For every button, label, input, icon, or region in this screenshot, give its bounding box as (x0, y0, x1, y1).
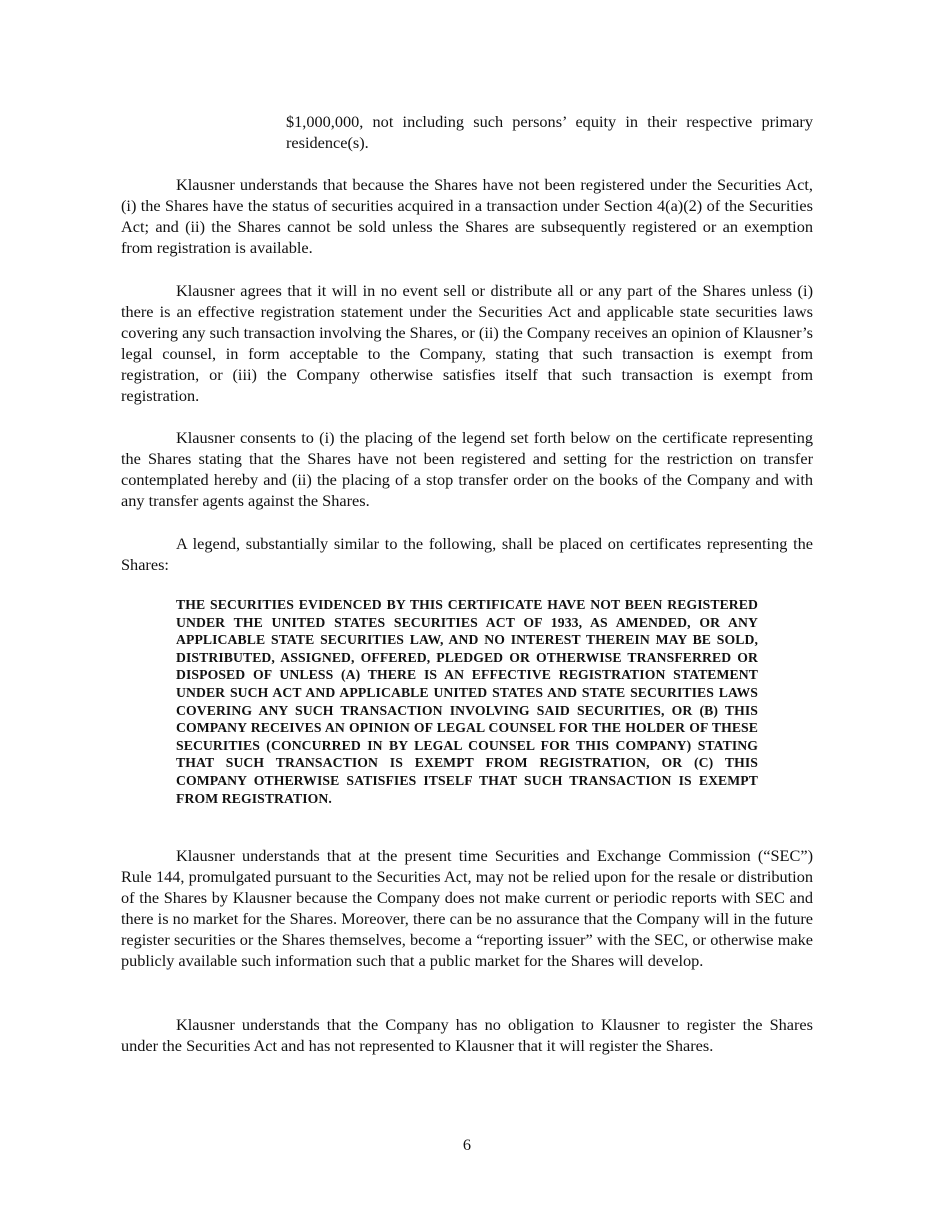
paragraph-legend-consent: Klausner consents to (i) the placing of the legend set forth below on the certificate representing the Shares stating that the Shares have not been registered and setting for the restriction on transfer contemplated hereby and (ii) the placing of a stop transfer order on the books of the Company and with any transfer agents against the Shares. (121, 428, 813, 511)
continuation-paragraph: $1,000,000, not including such persons’ equity in their respective primary residence(s). (286, 112, 813, 153)
paragraph-rule-144: Klausner understands that at the present time Securities and Exchange Commission (“SEC”) Rule 144, promulgated pursuant to the Securities Act, may not be relied upon for the resale or distribution of the Shares by Klausner because the Company does not make current or periodic reports with SEC and there is no market for the Shares. Moreover, there can be no assurance that the Company will in the future register securities or the Shares themselves, become a “reporting issuer” with the SEC, or otherwise make publicly available such information such that a public market for the Shares will develop. (121, 846, 813, 971)
paragraph-no-obligation: Klausner understands that the Company has no obligation to Klausner to register the Shares under the Securities Act and has not represented to Klausner that it will register the Shares. (121, 1015, 813, 1056)
page-number: 6 (462, 1135, 472, 1154)
paragraph-registration-status: Klausner understands that because the Shares have not been registered under the Securities Act, (i) the Shares have the status of securities acquired in a transaction under Section 4(a)(2) of the Securities Act; and (ii) the Shares cannot be sold unless the Shares are subsequently registered or an exemption from registration is available. (121, 175, 813, 258)
paragraph-sale-restriction: Klausner agrees that it will in no event sell or distribute all or any part of the Shares unless (i) there is an effective registration statement under the Securities Act and applicable state securities laws covering any such transaction involving the Shares, or (ii) the Company receives an opinion of Klausner’s legal counsel, in form acceptable to the Company, stating that such transaction is exempt from registration, or (iii) the Company otherwise satisfies itself that such transaction is exempt from registration. (121, 281, 813, 406)
paragraph-legend-intro: A legend, substantially similar to the following, shall be placed on certificates representing the Shares: (121, 534, 813, 575)
securities-legend: THE SECURITIES EVIDENCED BY THIS CERTIFICATE HAVE NOT BEEN REGISTERED UNDER THE UNITED STATES SECURITIES ACT OF 1933, AS AMENDED, OR ANY APPLICABLE STATE SECURITIES LAW, AND NO INTEREST THEREIN MAY BE SOLD, DISTRIBUTED, ASSIGNED, OFFERED, PLEDGED OR OTHERWISE TRANSFERRED OR DISPOSED OF UNLESS (A) THERE IS AN EFFECTIVE REGISTRATION STATEMENT UNDER SUCH ACT AND APPLICABLE UNITED STATES AND STATE SECURITIES LAWS COVERING ANY SUCH TRANSACTION INVOLVING SAID SECURITIES, OR (B) THIS COMPANY RECEIVES AN OPINION OF LEGAL COUNSEL FOR THE HOLDER OF THESE SECURITIES (CONCURRED IN BY LEGAL COUNSEL FOR THIS COMPANY) STATING THAT SUCH TRANSACTION IS EXEMPT FROM REGISTRATION, OR (C) THIS COMPANY OTHERWISE SATISFIES ITSELF THAT SUCH TRANSACTION IS EXEMPT FROM REGISTRATION. (176, 597, 758, 806)
